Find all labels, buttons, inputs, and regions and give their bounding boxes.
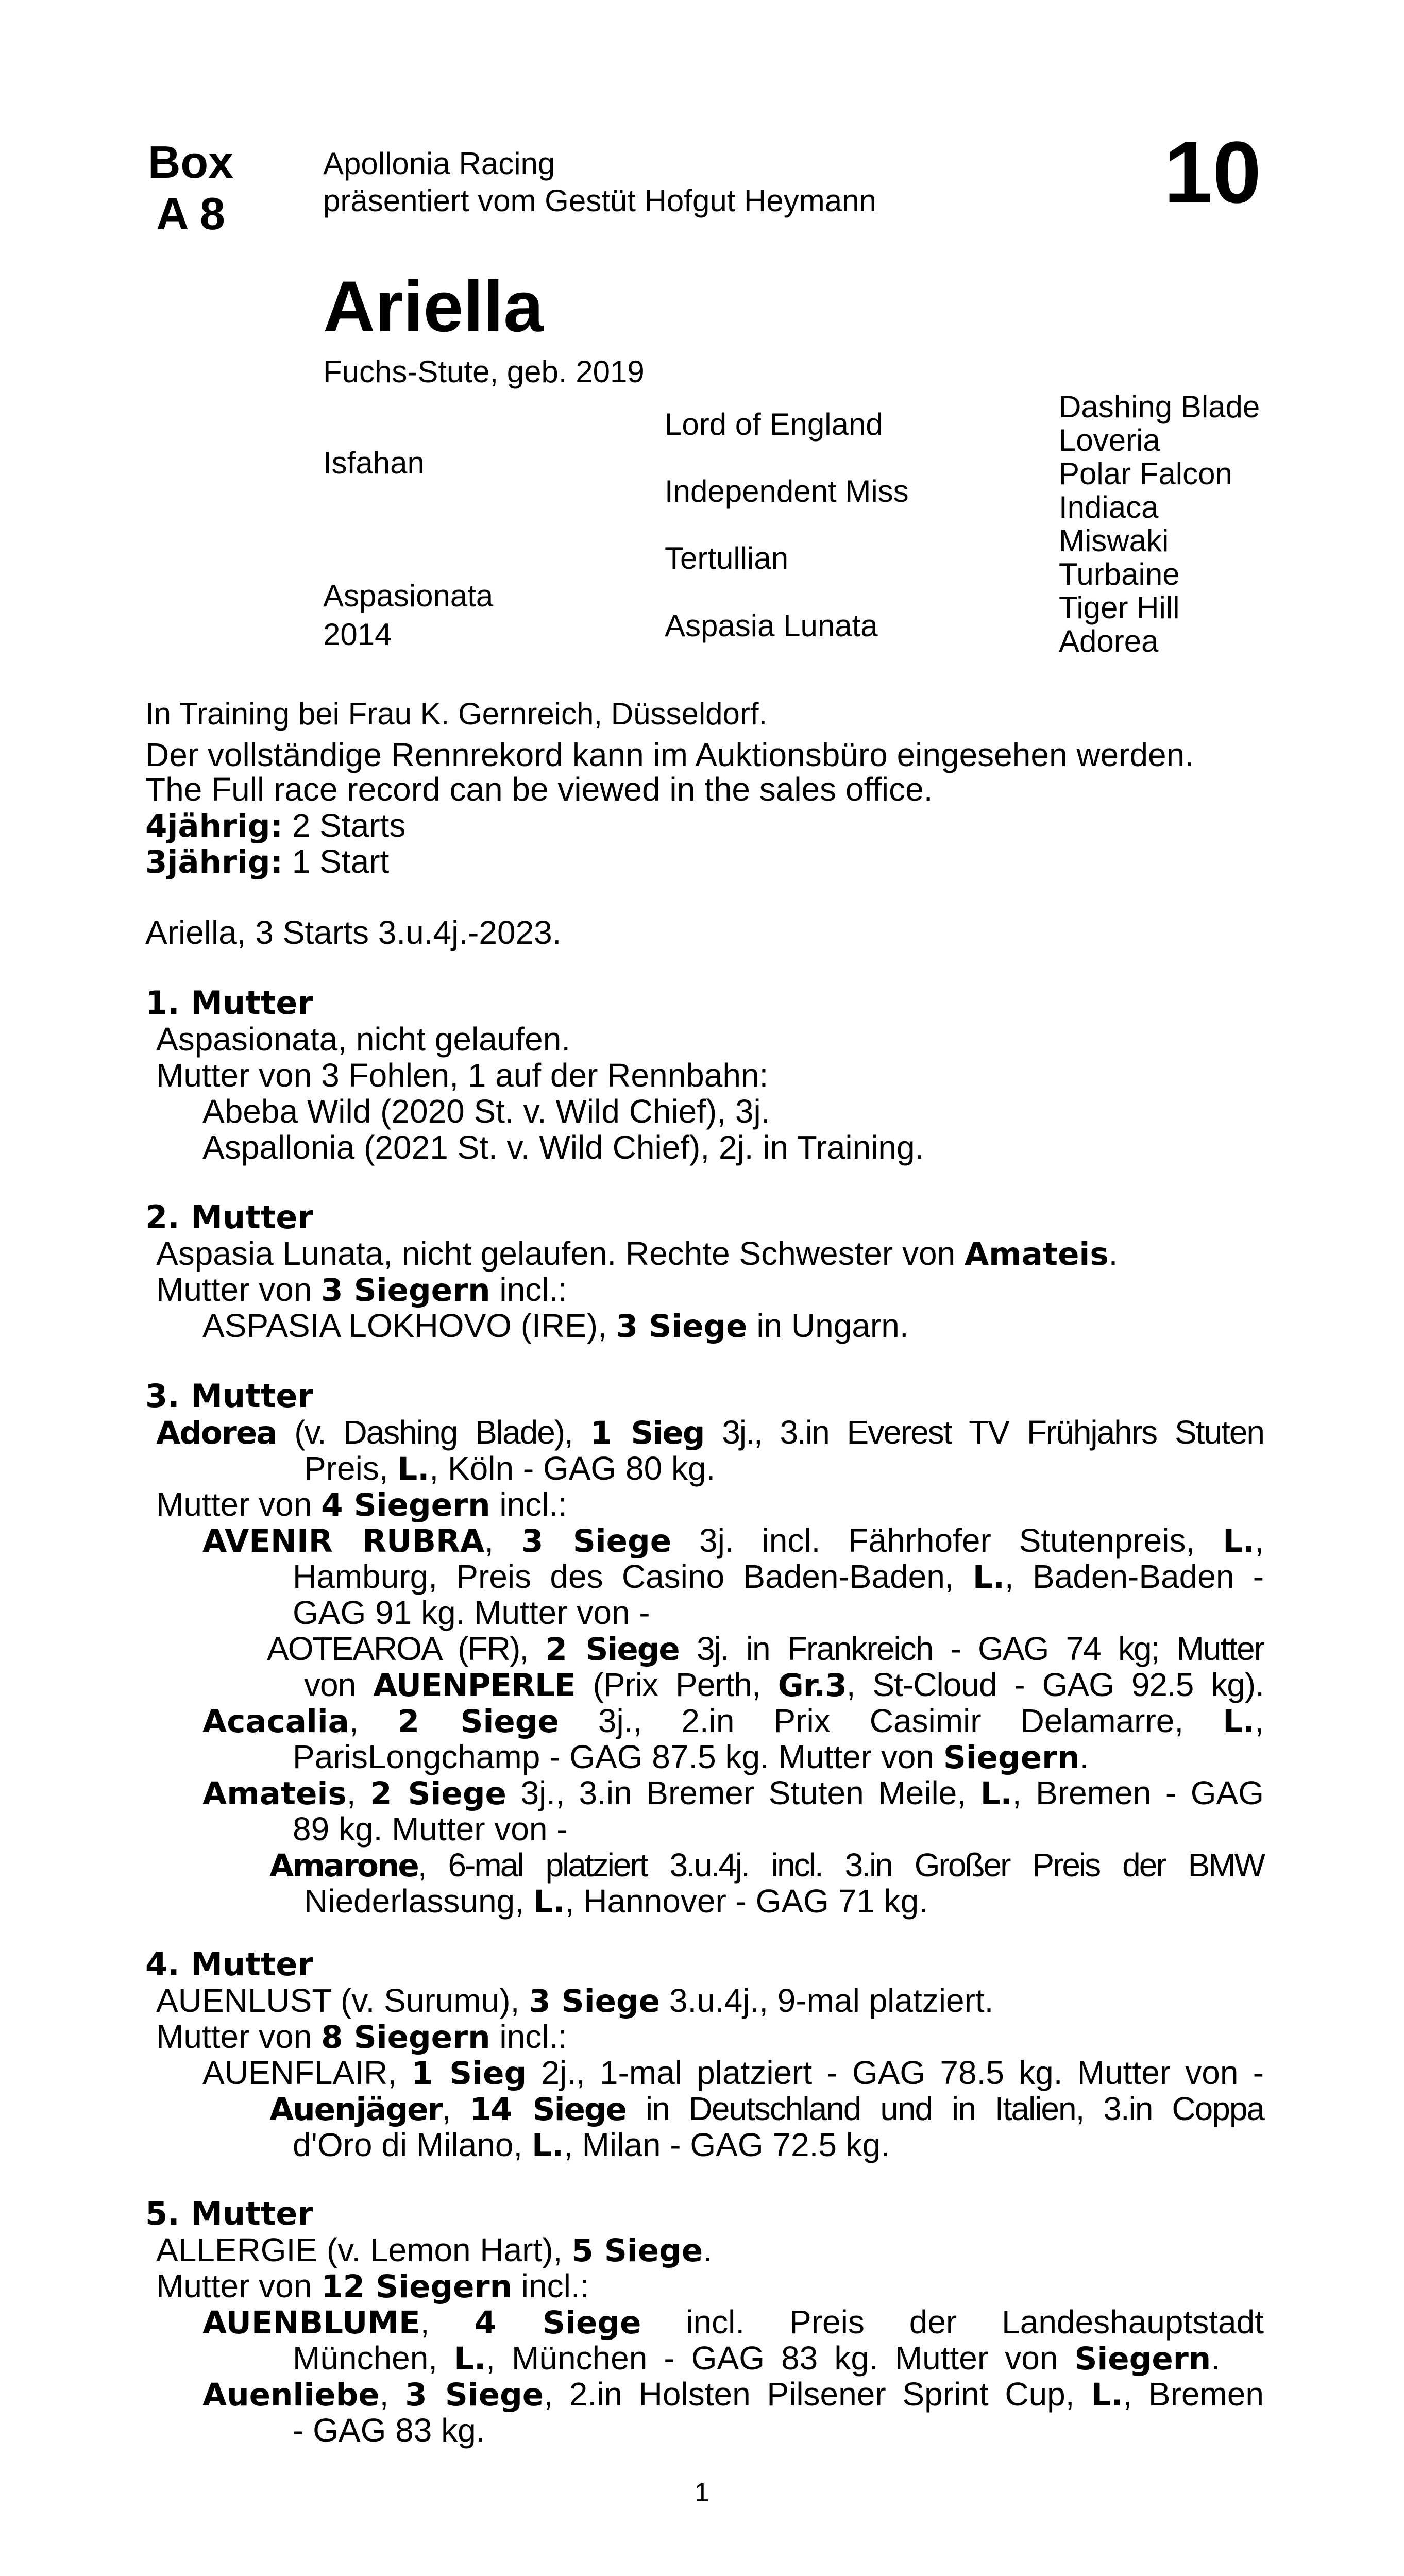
text: , Köln - GAG 80 kg. [429, 1450, 716, 1487]
pedigree-gen3-4: Indiaca [1059, 490, 1159, 524]
text: . [1079, 1738, 1089, 1775]
offspring-line [202, 1308, 909, 1345]
text: Hamburg, Preis des Casino Baden-Baden, [293, 1558, 973, 1595]
text: . [1211, 2340, 1221, 2377]
text: Mutter von [156, 2018, 322, 2055]
text: . [1108, 1235, 1118, 1272]
text: Mutter von [156, 1486, 322, 1523]
pedigree-gen2-4: Aspasia Lunata [665, 608, 878, 643]
pedigree-dam-year: 2014 [323, 617, 392, 652]
text: AOTEAROA (FR), [267, 1630, 546, 1667]
section-title: 5. Mutter [145, 2195, 314, 2232]
offspring-line [293, 2127, 890, 2164]
pedigree-gen3-6: Turbaine [1059, 557, 1180, 591]
bold-text: 1 Sieg [411, 2055, 527, 2092]
bold-text: Siegern [943, 1739, 1080, 1776]
pedigree-gen2-2: Independent Miss [665, 474, 909, 509]
text: . [703, 2231, 712, 2268]
bold-text: Gr.3 [777, 1667, 847, 1704]
bold-text: L. [1091, 2377, 1123, 2413]
offspring-line [202, 2055, 1264, 2092]
text: AUENLUST (v. Surumu), [156, 1982, 529, 2019]
bold-text: Acacalia [202, 1703, 349, 1740]
bold-text: 3 Siegern [321, 1272, 490, 1309]
offspring-line [269, 2091, 1264, 2128]
bold-text: 2 Siege [397, 1703, 559, 1740]
bold-text: 3 Siege [529, 1983, 661, 2020]
text: Mutter von [156, 1271, 322, 1308]
offspring-line: GAG 91 kg. Mutter von - [293, 1594, 650, 1631]
age3-value: 1 Start [283, 843, 390, 880]
text: incl.: [512, 2267, 589, 2304]
offspring-line: Aspallonia (2021 St. v. Wild Chief), 2j. in Training. [202, 1129, 924, 1166]
pedigree-gen3-8: Adorea [1059, 624, 1159, 658]
text: , [1255, 1522, 1264, 1559]
section-line: Aspasionata, nicht gelaufen. [156, 1021, 571, 1058]
race-record-summary: Ariella, 3 Starts 3.u.4j.-2023. [145, 914, 562, 951]
section-line [156, 1982, 993, 2020]
bold-text: L. [454, 2341, 486, 2377]
section-line: Mutter von 3 Fohlen, 1 auf der Rennbahn: [156, 1057, 769, 1094]
pedigree-gen3-3: Polar Falcon [1059, 456, 1232, 491]
bold-text: 4 Siegern [321, 1487, 490, 1523]
text: München, [293, 2340, 454, 2377]
text: , Bremen [1123, 2376, 1264, 2413]
text: ParisLongchamp - GAG 87.5 kg. Mutter von [293, 1738, 943, 1775]
text: (Prix Perth, [575, 1666, 778, 1703]
text: Mutter von [156, 2267, 322, 2304]
offspring-line [202, 1703, 1264, 1740]
consignor: Apollonia Racing [323, 146, 555, 181]
pedigree-gen3-2: Loveria [1059, 423, 1160, 457]
section-line [156, 1272, 567, 1309]
bold-text: 3 Siege [521, 1523, 672, 1560]
text: 3j., 3.in Everest TV Frühjahrs Stuten [704, 1414, 1264, 1451]
text: incl.: [490, 2018, 567, 2055]
bold-text: 4 Siege [474, 2304, 641, 2341]
bold-text: 14 Siege [469, 2091, 626, 2128]
race-record-note-en: The Full race record can be viewed in the sales office. [145, 771, 933, 808]
text: in Deutschland und in Italien, 3.in Coppa [625, 2090, 1264, 2127]
text: , [484, 1522, 521, 1559]
page-number: 1 [695, 2478, 709, 2507]
pedigree-sire: Isfahan [323, 446, 425, 480]
section-title: 4. Mutter [145, 1945, 314, 1983]
section-line [304, 1450, 715, 1487]
presenter: präsentiert vom Gestüt Hofgut Heymann [323, 183, 876, 218]
race-record-age4 [145, 807, 405, 844]
text: , Baden-Baden - [1004, 1558, 1264, 1595]
text: Aspasia Lunata, nicht gelaufen. Rechte Schwester von [156, 1235, 965, 1272]
bold-text: 1 Sieg [590, 1415, 704, 1451]
pedigree-gen3-7: Tiger Hill [1059, 590, 1180, 625]
text: 3j. incl. Fährhofer Stutenpreis, [671, 1522, 1223, 1559]
text: AUENFLAIR, [202, 2054, 412, 2091]
text: , Hannover - GAG 71 kg. [565, 1883, 928, 1920]
section-title: 1. Mutter [145, 984, 314, 1022]
section-title: 2. Mutter [145, 1198, 314, 1236]
box-label [147, 137, 234, 240]
race-record-note-de: Der vollständige Rennrekord kann im Auktionsbüro eingesehen werden. [145, 736, 1194, 773]
text: 3j., 2.in Prix Casimir Delamarre, [559, 1702, 1223, 1739]
box-number: A 8 [156, 188, 225, 239]
bold-text: L. [531, 2127, 564, 2164]
offspring-line [202, 2376, 1264, 2413]
box-label-text: Box [147, 137, 234, 188]
section-line [156, 2232, 712, 2269]
horse-name: Ariella [323, 266, 544, 347]
pedigree-gen3-1: Dashing Blade [1059, 389, 1260, 424]
age4-value: 2 Starts [283, 807, 406, 844]
offspring-line [267, 1631, 1264, 1668]
bold-text: Auenjäger [269, 2091, 442, 2128]
pedigree-dam: Aspasionata [323, 579, 494, 613]
text: , Milan - GAG 72.5 kg. [564, 2126, 890, 2163]
bold-text: 8 Siegern [321, 2019, 490, 2056]
pedigree-gen3-5: Miswaki [1059, 523, 1169, 558]
text: 2j., 1-mal platziert - GAG 78.5 kg. Mutter von - [527, 2054, 1264, 2091]
bold-text: Adorea [156, 1415, 277, 1451]
offspring-line: Abeba Wild (2020 St. v. Wild Chief), 3j. [202, 1093, 770, 1130]
offspring-line [304, 1883, 928, 1920]
pedigree-gen2-1: Lord of England [665, 407, 883, 442]
offspring-line [304, 1667, 1264, 1704]
section-line [156, 2019, 567, 2056]
pedigree-gen2-3: Tertullian [665, 541, 789, 575]
text: , 6-mal platziert 3.u.4j. incl. 3.in Großer Preis der BMW [417, 1846, 1264, 1884]
text: 3j. in Frankreich - GAG 74 kg; Mutter [679, 1630, 1264, 1667]
section-line [156, 1486, 567, 1523]
bold-text: AUENPERLE [373, 1667, 576, 1704]
text: , Bremen - GAG [1012, 1774, 1264, 1811]
age4-label: 4jährig: [145, 808, 283, 844]
race-record-age3 [145, 843, 389, 880]
text: d'Oro di Milano, [293, 2126, 532, 2163]
section-line [156, 1414, 1264, 1451]
text: , [379, 2376, 405, 2413]
text: 3j., 3.in Bremer Stuten Meile, [506, 1774, 980, 1811]
bold-text: Siegern [1074, 2341, 1211, 2377]
bold-text: 3 Siege [405, 2377, 544, 2413]
text: , [420, 2303, 475, 2341]
offspring-line [202, 2304, 1264, 2341]
bold-text: L. [1223, 1703, 1255, 1740]
horse-description: Fuchs-Stute, geb. 2019 [323, 354, 645, 389]
text: , München - GAG 83 kg. Mutter von [486, 2340, 1075, 2377]
bold-text: Amarone [269, 1848, 418, 1884]
text: incl. Preis der Landeshauptstadt [641, 2303, 1264, 2341]
section-line [156, 1235, 1118, 1273]
text: von [304, 1666, 374, 1703]
bold-text: 2 Siege [370, 1775, 506, 1812]
bold-text: 3 Siege [616, 1308, 748, 1345]
text: Niederlassung, [304, 1883, 533, 1920]
section-title: 3. Mutter [145, 1377, 314, 1415]
offspring-line [293, 2340, 1220, 2377]
bold-text: L. [972, 1559, 1005, 1596]
text: Preis, [304, 1450, 398, 1487]
bold-text: AVENIR RUBRA [202, 1523, 485, 1560]
offspring-line [293, 1739, 1089, 1776]
bold-text: Amateis [964, 1236, 1109, 1273]
offspring-line: - GAG 83 kg. [293, 2412, 485, 2449]
bold-text: Amateis [202, 1775, 347, 1812]
bold-text: L. [533, 1884, 565, 1920]
text: , [442, 2090, 470, 2127]
bold-text: L. [1223, 1523, 1255, 1560]
text: , 2.in Holsten Pilsener Sprint Cup, [544, 2376, 1091, 2413]
text: ALLERGIE (v. Lemon Hart), [156, 2231, 572, 2268]
bold-text: 12 Siegern [321, 2268, 513, 2305]
text: , St-Cloud - GAG 92.5 kg). [846, 1666, 1264, 1703]
offspring-line [202, 1775, 1264, 1812]
text: , [346, 1774, 370, 1811]
text: , [1255, 1702, 1264, 1739]
lot-number: 10 [1163, 124, 1261, 222]
text: (v. Dashing Blade), [276, 1414, 590, 1451]
text: 3.u.4j., 9-mal platziert. [660, 1982, 994, 2019]
offspring-line [202, 1522, 1264, 1560]
bold-text: L. [980, 1775, 1012, 1812]
bold-text: AUENBLUME [202, 2304, 420, 2341]
section-line [156, 2268, 589, 2305]
training-info: In Training bei Frau K. Gernreich, Düsseldorf. [145, 697, 768, 731]
text: incl.: [490, 1486, 567, 1523]
bold-text: 2 Siege [545, 1631, 679, 1668]
text: in Ungarn. [747, 1307, 909, 1344]
bold-text: 5 Siege [571, 2232, 703, 2269]
bold-text: L. [397, 1451, 430, 1487]
text: , [349, 1702, 398, 1739]
age3-label: 3jährig: [145, 844, 283, 880]
offspring-line: 89 kg. Mutter von - [293, 1810, 568, 1848]
offspring-line [269, 1847, 1264, 1884]
text: incl.: [490, 1271, 567, 1308]
offspring-line [293, 1558, 1264, 1596]
bold-text: Auenliebe [202, 2377, 380, 2413]
text: ASPASIA LOKHOVO (IRE), [202, 1307, 616, 1344]
